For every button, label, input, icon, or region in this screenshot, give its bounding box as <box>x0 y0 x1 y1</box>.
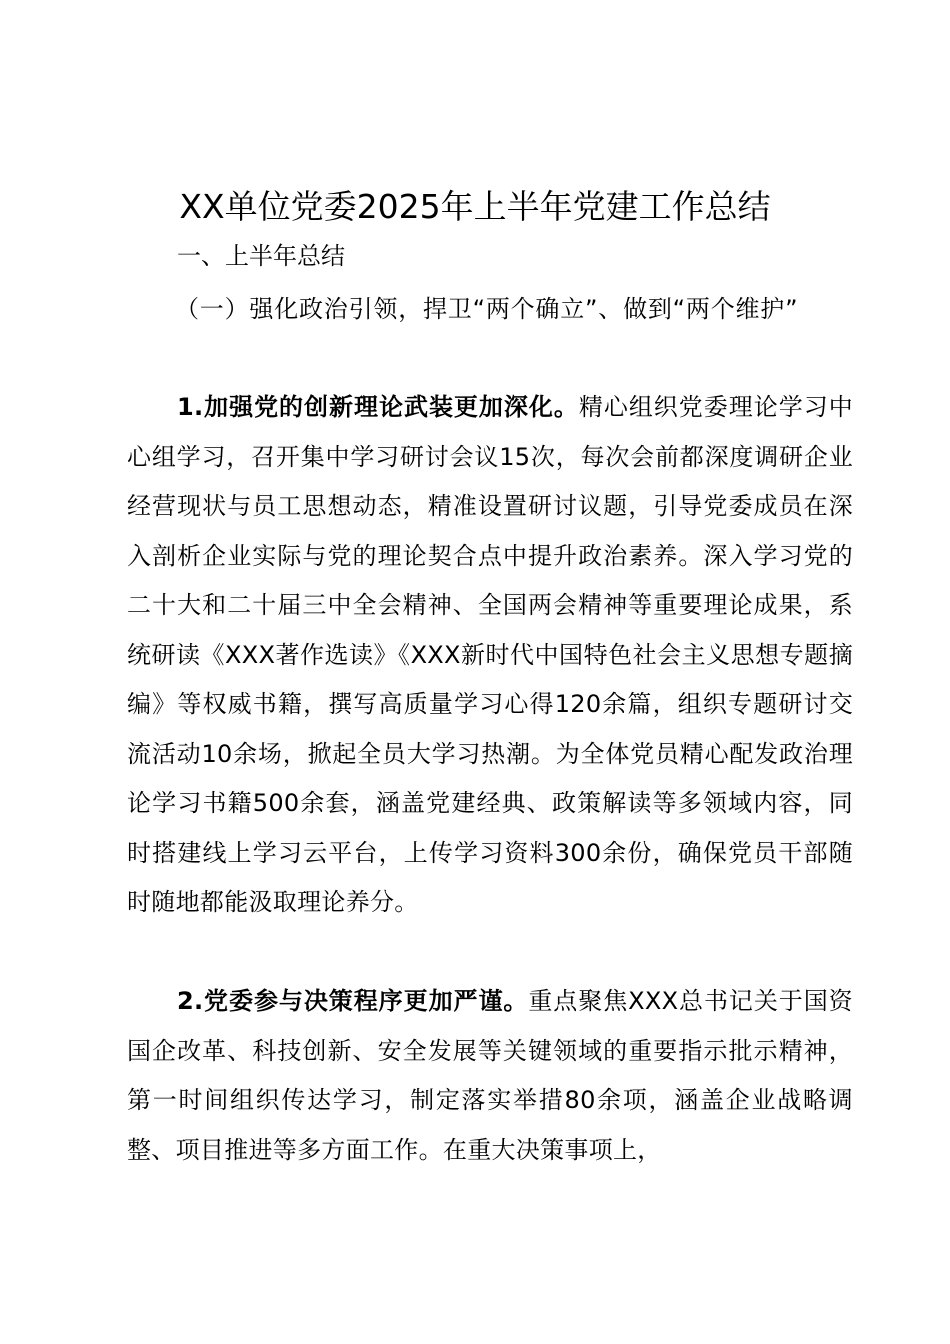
paragraph-1-text: 精心组织党委理论学习中心组学习，召开集中学习研讨会议15次，每次会前都深度调研企业经营现状与员工思想动态，精准设置研讨议题，引导党委成员在深入剖析企业实际与党的理论契合点中提升政治素养。深入学习党的二十大和二十届三中全会精神、全国两会精神等重要理论成果，系统研读《XXX著作选读》《XXX新时代中国特色社会主义思想专题摘编》等权威书籍，撰写高质量学习心得120余篇，组织专题研讨交流活动10余场，掀起全员大学习热潮。为全体党员精心配发政治理论学习书籍500余套，涵盖党建经典、政策解读等多领域内容，同时搭建线上学习云平台，上传学习资料300余份，确保党员干部随时随地都能汲取理论养分。 <box>127 393 853 916</box>
paragraph-2-lead: 2.党委参与决策程序更加严谨。 <box>177 987 529 1015</box>
paragraph-2 <box>127 977 853 1175</box>
paragraph-2-text: 重点聚焦XXX总书记关于国资国企改革、科技创新、安全发展等关键领域的重要指示批示精神，第一时间组织传达学习，制定落实举措80余项，涵盖企业战略调整、项目推进等多方面工作。在重大决策事项上， <box>127 987 853 1164</box>
paragraph-1 <box>127 383 853 928</box>
paragraph-1-lead: 1.加强党的创新理论武装更加深化。 <box>177 393 579 421</box>
subsection-heading: （一）强化政治引领，捍卫“两个确立”、做到“两个维护” <box>175 295 799 323</box>
section-heading: 一、上半年总结 <box>177 242 345 270</box>
document-title: XX单位党委2025年上半年党建工作总结 <box>179 187 771 226</box>
